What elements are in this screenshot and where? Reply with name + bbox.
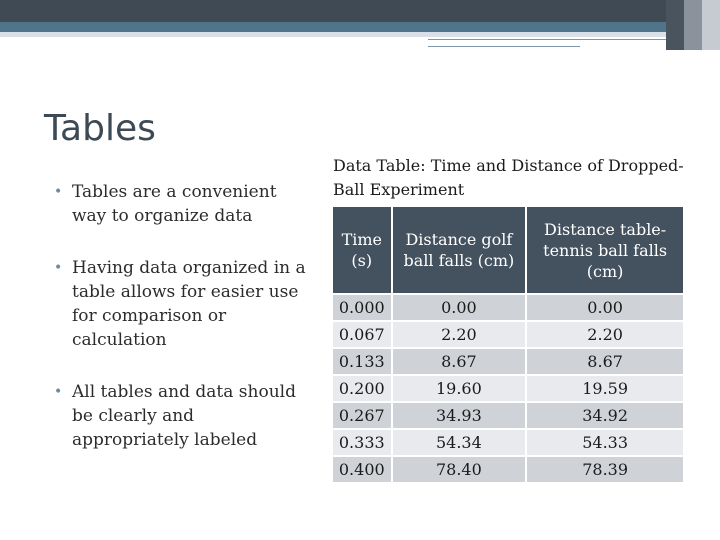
table-row xyxy=(333,403,683,428)
bullet-icon: • xyxy=(54,184,63,200)
table-cell: 0.133 xyxy=(333,349,391,374)
data-table xyxy=(331,205,685,484)
table-row xyxy=(333,376,683,401)
table-caption: Data Table: Time and Distance of Dropped-Ball Experiment xyxy=(333,156,684,199)
decorative-line xyxy=(428,39,666,40)
table-cell: 19.60 xyxy=(393,376,526,401)
header-time: Time (s) xyxy=(333,207,391,293)
table-cell: 34.92 xyxy=(527,403,683,428)
table-cell: 8.67 xyxy=(527,349,683,374)
table-cell: 78.39 xyxy=(527,457,683,482)
table-cell: 54.33 xyxy=(527,430,683,455)
table-cell: 8.67 xyxy=(393,349,526,374)
table-row xyxy=(333,457,683,482)
top-banner-accent xyxy=(0,22,720,32)
bullet-list xyxy=(54,180,314,480)
table-cell: 0.267 xyxy=(333,403,391,428)
header-golf-ball: Distance golf ball falls (cm) xyxy=(393,207,526,293)
corner-decoration xyxy=(684,0,702,50)
table-row xyxy=(333,349,683,374)
bullet-item: • Tables are a convenient way to organize data xyxy=(54,182,277,226)
table-cell: 0.400 xyxy=(333,457,391,482)
bullet-icon: • xyxy=(54,384,63,400)
top-banner-dark xyxy=(0,0,720,22)
table-cell: 0.200 xyxy=(333,376,391,401)
table-row xyxy=(333,322,683,347)
top-banner-light xyxy=(0,32,720,37)
table-cell: 0.333 xyxy=(333,430,391,455)
table-cell: 34.93 xyxy=(393,403,526,428)
corner-decoration xyxy=(666,0,684,50)
slide-title: Tables xyxy=(44,108,156,149)
table-header-row xyxy=(333,207,683,293)
corner-decoration xyxy=(702,0,720,50)
table-cell: 2.20 xyxy=(527,322,683,347)
table-cell: 54.34 xyxy=(393,430,526,455)
table-row xyxy=(333,295,683,320)
header-table-tennis-ball: Distance table-tennis ball falls (cm) xyxy=(527,207,683,293)
table-cell: 0.067 xyxy=(333,322,391,347)
table-cell: 2.20 xyxy=(393,322,526,347)
table-row xyxy=(333,430,683,455)
table-cell: 0.00 xyxy=(393,295,526,320)
bullet-item: • All tables and data should be clearly and appropriately labeled xyxy=(54,382,296,450)
table-cell: 0.000 xyxy=(333,295,391,320)
table-cell: 78.40 xyxy=(393,457,526,482)
decorative-line xyxy=(428,46,580,47)
table-cell: 0.00 xyxy=(527,295,683,320)
bullet-item: • Having data organized in a table allows for easier use for comparison or calculation xyxy=(54,258,306,350)
bullet-icon: • xyxy=(54,260,63,276)
table-cell: 19.59 xyxy=(527,376,683,401)
